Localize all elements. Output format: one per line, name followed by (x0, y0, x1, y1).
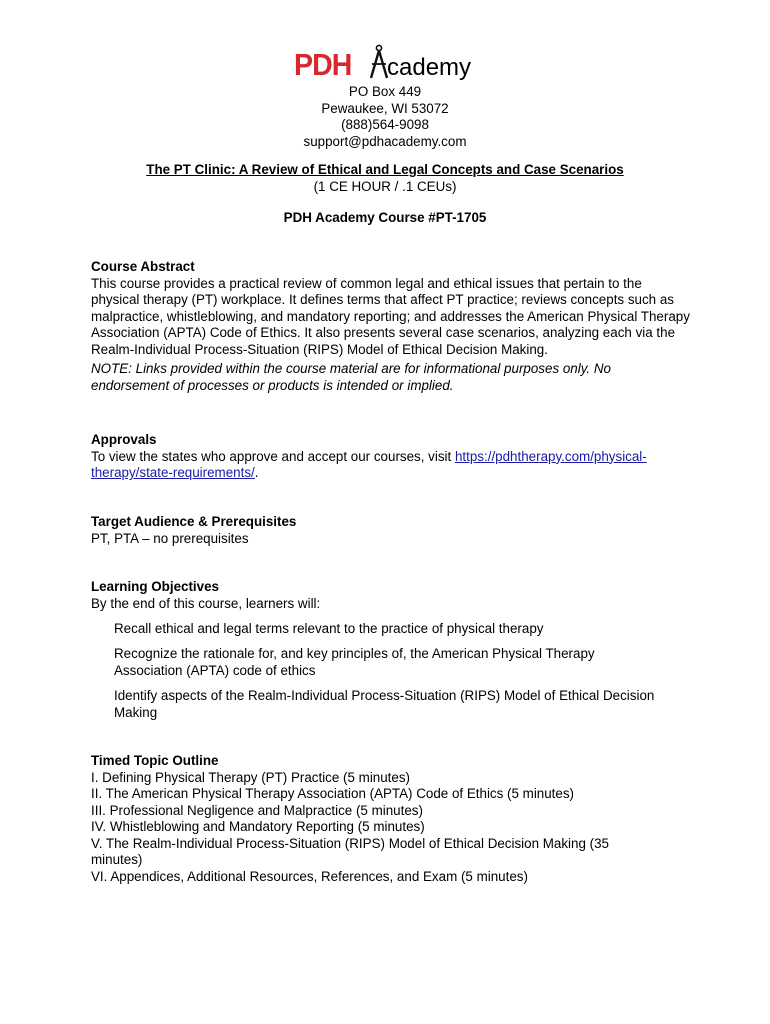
objectives-section (91, 579, 691, 612)
logo-academy-text: cademy (387, 54, 472, 81)
audience-heading: Target Audience & Prerequisites (91, 514, 297, 529)
abstract-body: This course provides a practical review of common legal and ethical issues that pertain to the physical therapy (PT) workplace. It defines terms that affect PT practice; reviews concepts such as malpractice, whistleblowing, and mandatory reporting; and addresses the American Physical Therapy Association (APTA) Code of Ethics. It also presents several case scenarios, analyzing each via the Realm-Individual Process-Situation (RIPS) Model of Ethical Decision Making. (91, 275, 690, 357)
audience-section (91, 514, 691, 547)
abstract-section (91, 259, 691, 394)
outline-item: III. Professional Negligence and Malpractice (5 minutes) (91, 802, 423, 818)
outline-item: V. The Realm-Individual Process-Situation (RIPS) Model of Ethical Decision Making (35 minutes) (91, 835, 610, 867)
phone: (888)564-9098 (341, 117, 429, 132)
audience-text: PT, PTA – no prerequisites (91, 530, 249, 546)
abstract-heading: Course Abstract (91, 259, 195, 274)
approvals-text-end: . (254, 465, 259, 480)
outline-item: II. The American Physical Therapy Association (APTA) Code of Ethics (5 minutes) (91, 786, 575, 801)
outline-item: VI. Appendices, Additional Resources, References, and Exam (5 minutes) (91, 868, 528, 884)
approvals-heading: Approvals (91, 432, 157, 447)
objective-item: Recognize the rationale for, and key principles of, the American Physical Therapy Association (APTA) code of ethics (114, 646, 595, 678)
course-title-block (0, 162, 770, 195)
outline-item: I. Defining Physical Therapy (PT) Practice (5 minutes) (91, 769, 411, 785)
approvals-text (91, 449, 691, 482)
objectives-intro: By the end of this course, learners will: (91, 595, 321, 611)
course-title: The PT Clinic: A Review of Ethical and Legal Concepts and Case Scenarios (146, 162, 624, 177)
address-line-1: PO Box 449 (348, 84, 422, 99)
outline-item: IV. Whistleblowing and Mandatory Reporting (5 minutes) (91, 819, 425, 834)
email: support@pdhacademy.com (303, 133, 467, 149)
state-requirements-link[interactable]: https://pdhtherapy.com/physical-therapy/state-requirements/ (91, 448, 647, 480)
objectives-heading: Learning Objectives (91, 579, 219, 594)
course-number: PDH Academy Course #PT-1705 (283, 210, 487, 225)
contact-block (0, 84, 770, 150)
course-credits: (1 CE HOUR / .1 CEUs) (313, 178, 457, 194)
outline-heading: Timed Topic Outline (91, 753, 219, 768)
outline-section (91, 753, 651, 885)
address-line-2: Pewaukee, WI 53072 (321, 100, 449, 116)
objective-item: Recall ethical and legal terms relevant to the practice of physical therapy (114, 621, 544, 636)
approvals-text-lead: To view the states who approve and accept our courses, visit (91, 448, 455, 464)
abstract-note: NOTE: Links provided within the course material are for informational purposes only. No endorsement of processes or products is intended or implied. (91, 361, 611, 393)
logo-pdh-text: PDH (294, 47, 352, 82)
pdh-academy-logo (294, 44, 484, 84)
approvals-section (91, 432, 691, 482)
objective-item: Identify aspects of the Realm-Individual Process-Situation (RIPS) Model of Ethical Decision Making (114, 688, 655, 720)
